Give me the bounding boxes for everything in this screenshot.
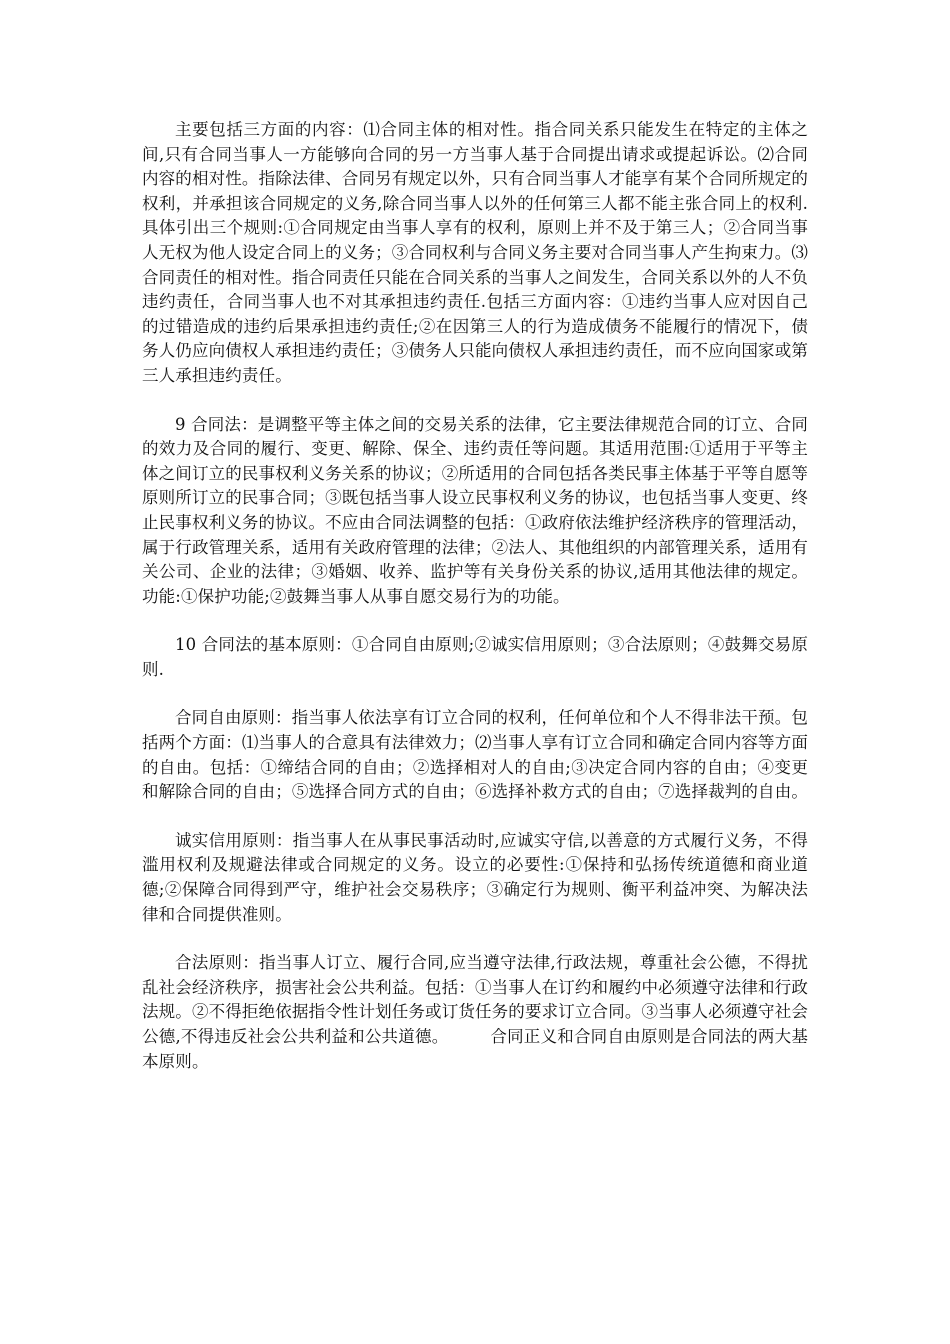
paragraph-relativity: 主要包括三方面的内容：⑴合同主体的相对性。指合同关系只能发生在特定的主体之间,只有合同当事人一方能够向合同的另一方当事人基于合同提出请求或提起诉讼。⑵合同内容的相对性。指除法律、合同另有规定以外，只有合同当事人才能享有某个合同所规定的权利，并承担该合同规定的义务,除合同当事人以外的任何第三人都不能主张合同上的权利.具体引出三个规则:①合同规定由当事人享有的权利，原则上并不及于第三人；②合同当事人无权为他人设定合同上的义务；③合同权利与合同义务主要对合同当事人产生拘束力。⑶合同责任的相对性。指合同责任只能在合同关系的当事人之间发生，合同关系以外的人不负违约责任，合同当事人也不对其承担违约责任.包括三方面内容：①违约当事人应对因自己的过错造成的违约后果承担违约责任;②在因第三人的行为造成债务不能履行的情况下，债务人仍应向债权人承担违约责任；③债务人只能向债权人承担违约责任，而不应向国家或第三人承担违约责任。 [142,120,808,385]
paragraph-basic-principles: 10 合同法的基本原则：①合同自由原则;②诚实信用原则；③合法原则；④鼓舞交易原则. [142,635,808,679]
document-body [142,118,808,1098]
paragraph-good-faith: 诚实信用原则：指当事人在从事民事活动时,应诚实守信,以善意的方式履行义务，不得滥用权利及规避法律或合同规定的义务。设立的必要性:①保持和弘扬传统道德和商业道德;②保障合同得到严守，维护社会交易秩序；③确定行为规则、衡平利益冲突、为解决法律和合同提供准则。 [142,830,808,924]
paragraph-legality: 合法原则：指当事人订立、履行合同,应当遵守法律,行政法规，尊重社会公德，不得扰乱社会经济秩序，损害社会公共利益。包括：①当事人在订约和履约中必须遵守法律和行政法规。②不得拒绝依据指令性计划任务或订货任务的要求订立合同。③当事人必须遵守社会公德,不得违反社会公共利益和公共道德。 合同正义和合同自由原则是合同法的两大基本原则。 [142,953,808,1071]
paragraph-freedom-of-contract: 合同自由原则：指当事人依法享有订立合同的权利，任何单位和个人不得非法干预。包括两个方面：⑴当事人的合意具有法律效力；⑵当事人享有订立合同和确定合同内容等方面的自由。包括：①缔结合同的自由；②选择相对人的自由;③决定合同内容的自由；④变更和解除合同的自由；⑤选择合同方式的自由；⑥选择补救方式的自由；⑦选择裁判的自由。 [142,708,808,802]
paragraph-contract-law: 9 合同法：是调整平等主体之间的交易关系的法律，它主要法律规范合同的订立、合同的效力及合同的履行、变更、解除、保全、违约责任等问题。其适用范围:①适用于平等主体之间订立的民事权利义务关系的协议；②所适用的合同包括各类民事主体基于平等自愿等原则所订立的民事合同；③既包括当事人设立民事权利义务的协议，也包括当事人变更、终止民事权利义务的协议。不应由合同法调整的包括：①政府依法维护经济秩序的管理活动，属于行政管理关系，适用有关政府管理的法律；②法人、其他组织的内部管理关系，适用有关公司、企业的法律；③婚姻、收养、监护等有关身份关系的协议,适用其他法律的规定。功能:①保护功能;②鼓舞当事人从事自愿交易行为的功能。 [142,414,808,606]
